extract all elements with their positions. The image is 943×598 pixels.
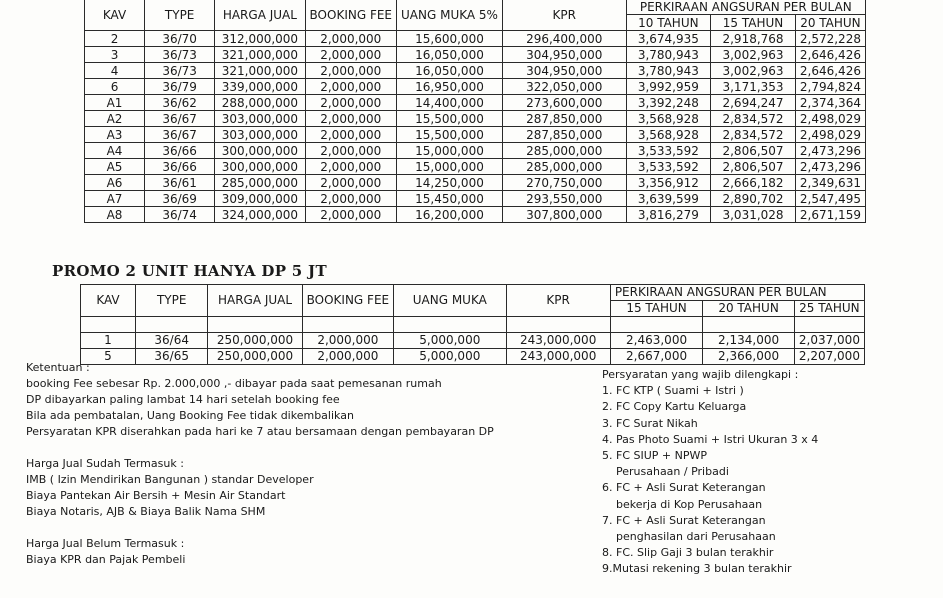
- table-cell: 15,500,000: [397, 111, 503, 127]
- col-tenor: 20 TAHUN: [703, 301, 795, 317]
- table-row: [85, 47, 866, 63]
- persyaratan-title: Persyaratan yang wajib dilengkapi :: [602, 368, 799, 381]
- persyaratan-item: 2. FC Copy Kartu Keluarga: [602, 400, 747, 414]
- persyaratan-item: 3. FC Surat Nikah: [602, 416, 698, 430]
- table-cell: A6: [85, 175, 145, 191]
- table-cell: 15,600,000: [397, 31, 503, 47]
- table-cell: 2,000,000: [305, 159, 396, 175]
- col-booking-fee: BOOKING FEE: [302, 285, 393, 317]
- table-cell: 2,000,000: [305, 127, 396, 143]
- ketentuan-section: [26, 360, 494, 568]
- table-cell: 3,568,928: [626, 111, 711, 127]
- table-cell: 14,400,000: [397, 95, 503, 111]
- table-cell: 36/61: [145, 175, 215, 191]
- table-cell: 2,000,000: [305, 207, 396, 223]
- table-cell: 15,450,000: [397, 191, 503, 207]
- persyaratan-item: 4. Pas Photo Suami + Istri Ukuran 3 x 4: [602, 432, 819, 446]
- table-cell: 2,000,000: [305, 95, 396, 111]
- table-cell: 2: [85, 31, 145, 47]
- table-cell: A3: [85, 127, 145, 143]
- table-cell: 2,374,364: [795, 95, 865, 111]
- table-cell: 2,463,000: [610, 333, 702, 349]
- col-kav: KAV: [85, 0, 145, 31]
- ketentuan-item: Bila ada pembatalan, Uang Booking Fee tidak dikembalikan: [26, 409, 354, 422]
- belum-item: Biaya KPR dan Pajak Pembeli: [26, 553, 186, 566]
- persyaratan-item: penghasilan dari Perusahaan: [616, 530, 776, 544]
- table-cell: 36/66: [145, 143, 215, 159]
- persyaratan-item: Perusahaan / Pribadi: [616, 465, 729, 479]
- table-cell: 300,000,000: [215, 159, 305, 175]
- table-cell: 2,890,702: [711, 191, 796, 207]
- table-cell: 36/73: [145, 63, 215, 79]
- table-cell: 3,002,963: [711, 63, 796, 79]
- table-cell: 2,572,228: [795, 31, 865, 47]
- table-cell: 250,000,000: [208, 349, 302, 365]
- persyaratan-item: 1. FC KTP ( Suami + Istri ): [602, 384, 744, 398]
- table-cell: 36/62: [145, 95, 215, 111]
- price-table-body: [85, 31, 866, 223]
- persyaratan-item: 5. FC SIUP + NPWP: [602, 449, 707, 463]
- table-cell: 2,000,000: [305, 31, 396, 47]
- table-cell: 5,000,000: [394, 349, 506, 365]
- col-angsuran: PERKIRAAN ANGSURAN PER BULAN: [626, 0, 865, 15]
- table-cell: 1: [81, 333, 136, 349]
- col-harga-jual: HARGA JUAL: [215, 0, 305, 31]
- table-cell: 16,050,000: [397, 63, 503, 79]
- table-cell: 2,000,000: [305, 47, 396, 63]
- table-cell: 4: [85, 63, 145, 79]
- table-cell: A8: [85, 207, 145, 223]
- table-cell: 2,000,000: [302, 333, 393, 349]
- table-cell: 2,694,247: [711, 95, 796, 111]
- table-cell: 2,000,000: [305, 175, 396, 191]
- col-uang-muka: UANG MUKA: [394, 285, 506, 317]
- table-cell: 321,000,000: [215, 63, 305, 79]
- promo-title: PROMO 2 UNIT HANYA DP 5 JT: [52, 262, 327, 280]
- table-cell: 322,050,000: [502, 79, 626, 95]
- promo-table-body: [81, 317, 865, 365]
- table-row: [85, 63, 866, 79]
- table-cell: 36/73: [145, 47, 215, 63]
- table-cell: 3,171,353: [711, 79, 796, 95]
- table-cell: 2,473,296: [795, 159, 865, 175]
- table-cell: 273,600,000: [502, 95, 626, 111]
- col-tenor: 25 TAHUN: [794, 301, 864, 317]
- table-cell: 2,547,495: [795, 191, 865, 207]
- table-row: [85, 127, 866, 143]
- col-type: TYPE: [135, 285, 207, 317]
- table-row: [85, 111, 866, 127]
- col-kpr: KPR: [502, 0, 626, 31]
- col-tenor: 20 TAHUN: [795, 15, 865, 31]
- table-cell: 293,550,000: [502, 191, 626, 207]
- table-cell: 285,000,000: [502, 159, 626, 175]
- table-cell: 2,473,296: [795, 143, 865, 159]
- table-cell: 3,392,248: [626, 95, 711, 111]
- table-cell: 309,000,000: [215, 191, 305, 207]
- table-cell: 287,850,000: [502, 127, 626, 143]
- table-cell: A2: [85, 111, 145, 127]
- table-row: [85, 95, 866, 111]
- col-booking-fee: BOOKING FEE: [305, 0, 396, 31]
- table-cell: 5: [81, 349, 136, 365]
- table-cell: 36/67: [145, 111, 215, 127]
- table-cell: A7: [85, 191, 145, 207]
- table-cell: 2,671,159: [795, 207, 865, 223]
- ketentuan-item: Persyaratan KPR diserahkan pada hari ke 7 atau bersamaan dengan pembayaran DP: [26, 425, 494, 438]
- table-cell: 2,834,572: [711, 111, 796, 127]
- table-cell: 15,000,000: [397, 143, 503, 159]
- table-cell: 3,674,935: [626, 31, 711, 47]
- table-row: [81, 333, 865, 349]
- termasuk-item: Biaya Notaris, AJB & Biaya Balik Nama SHM: [26, 505, 266, 518]
- termasuk-title: Harga Jual Sudah Termasuk :: [26, 457, 184, 470]
- table-cell: 303,000,000: [215, 111, 305, 127]
- table-row: [85, 175, 866, 191]
- table-cell: 339,000,000: [215, 79, 305, 95]
- col-tenor: 10 TAHUN: [626, 15, 711, 31]
- table-cell: 3,780,943: [626, 63, 711, 79]
- table-cell: 312,000,000: [215, 31, 305, 47]
- table-cell: 15,500,000: [397, 127, 503, 143]
- table-cell: 3,992,959: [626, 79, 711, 95]
- table-cell: 3,639,599: [626, 191, 711, 207]
- table-cell: 2,498,029: [795, 111, 865, 127]
- table-cell: 321,000,000: [215, 47, 305, 63]
- table-cell: 304,950,000: [502, 63, 626, 79]
- table-cell: 2,207,000: [794, 349, 864, 365]
- table-cell: A4: [85, 143, 145, 159]
- table-row: [85, 159, 866, 175]
- table-row: [85, 79, 866, 95]
- promo-table: [80, 284, 865, 365]
- price-table: [84, 0, 866, 223]
- table-row: [85, 143, 866, 159]
- col-angsuran: PERKIRAAN ANGSURAN PER BULAN: [610, 285, 864, 301]
- termasuk-item: IMB ( Izin Mendirikan Bangunan ) standar Developer: [26, 473, 314, 486]
- table-cell: 2,918,768: [711, 31, 796, 47]
- table-cell: 3,533,592: [626, 143, 711, 159]
- table-cell: 36/69: [145, 191, 215, 207]
- table-cell: 3,816,279: [626, 207, 711, 223]
- table-cell: 285,000,000: [215, 175, 305, 191]
- table-cell: 36/64: [135, 333, 207, 349]
- table-cell: 2,000,000: [302, 349, 393, 365]
- table-cell: 36/67: [145, 127, 215, 143]
- table-cell: 2,037,000: [794, 333, 864, 349]
- table-cell: 3,356,912: [626, 175, 711, 191]
- table-cell: 15,000,000: [397, 159, 503, 175]
- col-uang-muka: UANG MUKA 5%: [397, 0, 503, 31]
- table-cell: 2,646,426: [795, 47, 865, 63]
- table-cell: 303,000,000: [215, 127, 305, 143]
- table-cell: 2,000,000: [305, 191, 396, 207]
- table-cell: 243,000,000: [506, 333, 610, 349]
- table-cell: A1: [85, 95, 145, 111]
- table-cell: 243,000,000: [506, 349, 610, 365]
- persyaratan-item: bekerja di Kop Perusahaan: [616, 497, 763, 511]
- table-row: [85, 207, 866, 223]
- table-row: [85, 191, 866, 207]
- table-cell: 2,806,507: [711, 159, 796, 175]
- col-kav: KAV: [81, 285, 136, 317]
- table-cell: 3,780,943: [626, 47, 711, 63]
- table-cell: 36/66: [145, 159, 215, 175]
- table-cell: 16,950,000: [397, 79, 503, 95]
- table-cell: 2,498,029: [795, 127, 865, 143]
- table-cell: 2,000,000: [305, 111, 396, 127]
- table-cell: 36/70: [145, 31, 215, 47]
- table-cell: 324,000,000: [215, 207, 305, 223]
- belum-title: Harga Jual Belum Termasuk :: [26, 537, 185, 550]
- table-cell: 300,000,000: [215, 143, 305, 159]
- col-kpr: KPR: [506, 285, 610, 317]
- table-cell: 3,568,928: [626, 127, 711, 143]
- table-cell: 2,806,507: [711, 143, 796, 159]
- table-cell: 288,000,000: [215, 95, 305, 111]
- table-cell: 2,349,631: [795, 175, 865, 191]
- table-cell: 270,750,000: [502, 175, 626, 191]
- termasuk-item: Biaya Pantekan Air Bersih + Mesin Air Standart: [26, 489, 286, 502]
- table-cell: 16,200,000: [397, 207, 503, 223]
- persyaratan-item: 7. FC + Asli Surat Keterangan: [602, 513, 766, 527]
- table-cell: 250,000,000: [208, 333, 302, 349]
- persyaratan-item: 6. FC + Asli Surat Keterangan: [602, 481, 766, 495]
- table-cell: A5: [85, 159, 145, 175]
- table-cell: 285,000,000: [502, 143, 626, 159]
- col-harga-jual: HARGA JUAL: [208, 285, 302, 317]
- table-cell: 2,000,000: [305, 143, 396, 159]
- table-cell: 14,250,000: [397, 175, 503, 191]
- table-cell: 3: [85, 47, 145, 63]
- table-cell: 296,400,000: [502, 31, 626, 47]
- ketentuan-item: DP dibayarkan paling lambat 14 hari setelah booking fee: [26, 393, 340, 406]
- table-cell: 2,834,572: [711, 127, 796, 143]
- col-tenor: 15 TAHUN: [610, 301, 702, 317]
- persyaratan-item: 8. FC. Slip Gaji 3 bulan terakhir: [602, 546, 774, 560]
- table-cell: 304,950,000: [502, 47, 626, 63]
- table-cell: 2,000,000: [305, 63, 396, 79]
- table-cell: 2,646,426: [795, 63, 865, 79]
- table-cell: 287,850,000: [502, 111, 626, 127]
- table-cell: 2,000,000: [305, 79, 396, 95]
- col-tenor: 15 TAHUN: [711, 15, 796, 31]
- table-cell: 36/79: [145, 79, 215, 95]
- ketentuan-title: Ketentuan :: [26, 361, 90, 374]
- persyaratan-item: 9.Mutasi rekening 3 bulan terakhir: [602, 562, 792, 576]
- persyaratan-section: [602, 367, 818, 578]
- table-cell: 6: [85, 79, 145, 95]
- table-cell: 3,533,592: [626, 159, 711, 175]
- table-row: [85, 31, 866, 47]
- ketentuan-item: booking Fee sebesar Rp. 2.000,000 ,- dibayar pada saat pemesanan rumah: [26, 377, 442, 390]
- table-cell: 2,366,000: [703, 349, 795, 365]
- table-cell: 2,134,000: [703, 333, 795, 349]
- table-cell: 5,000,000: [394, 333, 506, 349]
- table-cell: 3,002,963: [711, 47, 796, 63]
- table-cell: 2,794,824: [795, 79, 865, 95]
- col-type: TYPE: [145, 0, 215, 31]
- table-cell: 16,050,000: [397, 47, 503, 63]
- table-cell: 2,667,000: [610, 349, 702, 365]
- table-cell: 2,666,182: [711, 175, 796, 191]
- table-cell: 3,031,028: [711, 207, 796, 223]
- table-cell: 307,800,000: [502, 207, 626, 223]
- table-cell: 36/74: [145, 207, 215, 223]
- table-cell: 36/65: [135, 349, 207, 365]
